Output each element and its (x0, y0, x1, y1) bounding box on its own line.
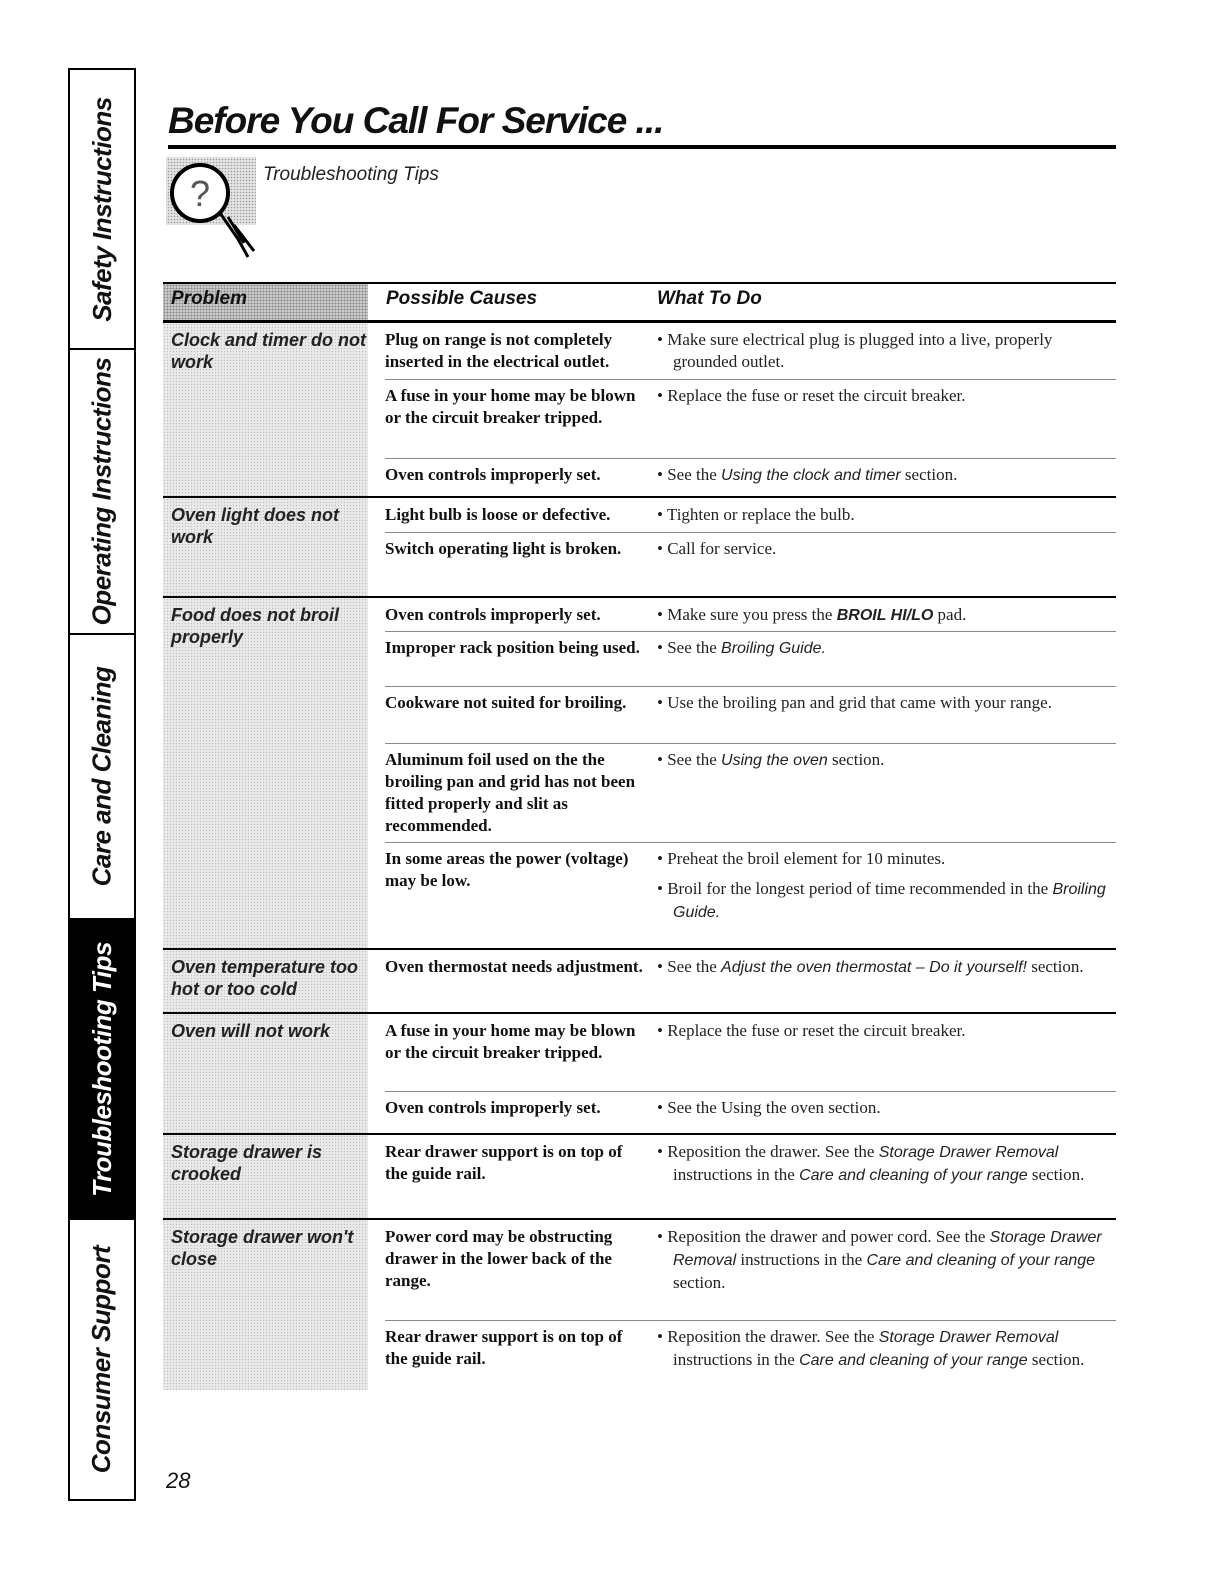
title-divider (168, 145, 1116, 149)
todo-segment: instructions in the (736, 1250, 867, 1269)
todo-segment: Make sure electrical plug is plugged into a live, properly grounded outlet. (667, 330, 1053, 371)
section-subtitle: Troubleshooting Tips (263, 164, 439, 185)
tab-troubleshooting-tips[interactable] (70, 920, 134, 1220)
todo-segment: Broiling Guide. (721, 640, 826, 657)
todo-segment: Adjust the oven thermostat – Do it yourself! (721, 959, 1027, 976)
cause-text: Rear drawer support is on top of the guide rail. (385, 1327, 623, 1368)
todo-text (657, 329, 1119, 373)
section-tab-nav (68, 68, 136, 1501)
todo-bullet (657, 749, 1119, 772)
problem-label: Storage drawer won't close (171, 1227, 354, 1269)
todo-segment: Storage Drawer Removal (878, 1329, 1059, 1346)
cause-text: Oven thermostat needs adjustment. (385, 957, 643, 976)
todo-segment: Care and cleaning of your range (799, 1352, 1028, 1369)
cause-text: Oven controls improperly set. (385, 465, 601, 484)
todo-segment: Replace the fuse or reset the circuit breaker. (667, 386, 966, 405)
todo-segment: See the (667, 750, 722, 769)
todo-bullet (657, 604, 1119, 627)
cause-text: Power cord may be obstructing drawer in the lower back of the range. (385, 1227, 613, 1290)
todo-bullet (657, 1020, 1119, 1042)
todo-segment: instructions in the (673, 1350, 800, 1369)
todo-bullet (657, 878, 1119, 924)
problem-group (163, 1218, 1116, 1390)
todo-segment: Preheat the broil element for 10 minutes. (667, 849, 946, 868)
problem-label: Oven temperature too hot or too cold (171, 957, 359, 999)
cause-text: Oven controls improperly set. (385, 605, 601, 624)
todo-text (657, 956, 1119, 979)
todo-segment: Call for service. (667, 539, 777, 558)
todo-segment: Using the clock and timer (721, 467, 901, 484)
todo-segment: section. (1027, 1165, 1085, 1184)
todo-segment: instructions in the (673, 1165, 800, 1184)
todo-segment: section. (900, 465, 958, 484)
todo-text (657, 604, 1119, 627)
todo-text (657, 637, 1119, 660)
todo-segment: pad. (933, 605, 967, 624)
cause-text: Switch operating light is broken. (385, 539, 622, 558)
todo-text (657, 848, 1119, 924)
problem-group (163, 1133, 1116, 1218)
todo-segment: Broiling Guide. (673, 881, 1106, 921)
todo-segment: section. (1027, 1350, 1085, 1369)
problem-group (163, 1012, 1116, 1133)
tab-label: Safety Instructions (86, 96, 117, 322)
problem-label: Storage drawer is crooked (171, 1142, 323, 1184)
problem-group (163, 496, 1116, 596)
cause-text: Improper rack position being used. (385, 638, 640, 657)
tab-label: Care and Cleaning (86, 666, 117, 887)
tab-label: Consumer Support (86, 1245, 117, 1474)
tab-operating-instructions[interactable] (70, 350, 134, 635)
todo-bullet (657, 1141, 1119, 1187)
todo-text (657, 1020, 1119, 1042)
todo-segment: Using the oven (721, 752, 828, 769)
todo-segment: section. (827, 750, 885, 769)
todo-segment: See the (667, 638, 722, 657)
todo-bullet (657, 1326, 1119, 1372)
todo-bullet (657, 385, 1119, 407)
todo-bullet (657, 1226, 1119, 1294)
cause-text: Rear drawer support is on top of the guide rail. (385, 1142, 623, 1183)
cause-text: Cookware not suited for broiling. (385, 693, 627, 712)
tab-consumer-support[interactable] (70, 1220, 134, 1499)
todo-bullet (657, 848, 1119, 870)
cause-text: A fuse in your home may be blown or the circuit breaker tripped. (385, 386, 636, 427)
todo-segment: See the (667, 957, 722, 976)
cause-text: In some areas the power (voltage) may be low. (385, 849, 629, 890)
todo-segment: Care and cleaning of your range (799, 1167, 1028, 1184)
todo-text (657, 1226, 1119, 1294)
todo-text (657, 749, 1119, 772)
tab-label: Troubleshooting Tips (86, 941, 117, 1197)
tab-safety-instructions[interactable] (70, 70, 134, 350)
magnifier-question-icon (158, 155, 268, 275)
todo-text (657, 1097, 1119, 1119)
todo-segment: Reposition the drawer. See the (667, 1142, 879, 1161)
todo-text (657, 385, 1119, 407)
todo-segment: See the Using the oven section. (667, 1098, 881, 1117)
problem-group (163, 596, 1116, 948)
column-header-todo: What To Do (657, 288, 762, 309)
column-header-problem (163, 284, 368, 320)
todo-bullet (657, 956, 1119, 979)
todo-segment: Make sure you press the (667, 605, 837, 624)
todo-segment: Replace the fuse or reset the circuit breaker. (667, 1021, 966, 1040)
todo-text (657, 692, 1119, 714)
todo-bullet (657, 1097, 1119, 1119)
todo-text (657, 464, 1119, 487)
column-header-label: Problem (171, 288, 248, 309)
todo-bullet (657, 692, 1119, 714)
todo-segment: section. (1026, 957, 1084, 976)
cause-text: Plug on range is not completely inserted in the electrical outlet. (385, 330, 613, 371)
todo-segment: See the (667, 465, 722, 484)
todo-bullet (657, 538, 1119, 560)
problem-label: Oven will not work (171, 1021, 331, 1041)
page-title: Before You Call For Service ... (168, 100, 664, 141)
todo-segment: Reposition the drawer. See the (667, 1327, 879, 1346)
page-number: 28 (166, 1468, 191, 1493)
todo-segment: Storage Drawer Removal (878, 1144, 1059, 1161)
todo-bullet (657, 464, 1119, 487)
todo-segment: Broil for the longest period of time recommended in the (667, 879, 1053, 898)
todo-segment: BROIL HI/LO (836, 607, 934, 624)
question-glyph: ? (189, 173, 211, 214)
todo-segment: Tighten or replace the bulb. (666, 505, 855, 524)
todo-text (657, 1326, 1119, 1372)
problem-group (163, 948, 1116, 1012)
tab-care-and-cleaning[interactable] (70, 635, 134, 920)
todo-segment: Reposition the drawer and power cord. See the (667, 1227, 990, 1246)
cause-text: Oven controls improperly set. (385, 1098, 601, 1117)
cause-text: Aluminum foil used on the the broiling pan and grid has not been fitted properly and slit as recommended. (385, 750, 636, 835)
problem-group (163, 321, 1116, 496)
problem-label: Food does not broil properly (171, 605, 339, 647)
todo-bullet (657, 504, 1119, 526)
todo-bullet (657, 329, 1119, 373)
todo-text (657, 504, 1119, 526)
tab-label: Operating Instructions (86, 357, 117, 626)
todo-bullet (657, 637, 1119, 660)
todo-segment: section. (673, 1273, 726, 1292)
cause-text: Light bulb is loose or defective. (385, 505, 611, 524)
problem-label: Oven light does not work (171, 505, 340, 547)
todo-segment: Care and cleaning of your range (866, 1252, 1096, 1269)
todo-text (657, 1141, 1119, 1187)
column-header-causes: Possible Causes (386, 288, 538, 309)
todo-text (657, 538, 1119, 560)
todo-segment: Use the broiling pan and grid that came with your range. (667, 693, 1052, 712)
cause-text: A fuse in your home may be blown or the circuit breaker tripped. (385, 1021, 636, 1062)
todo-segment: Storage Drawer Removal (673, 1229, 1102, 1269)
problem-label: Clock and timer do not work (171, 330, 367, 372)
